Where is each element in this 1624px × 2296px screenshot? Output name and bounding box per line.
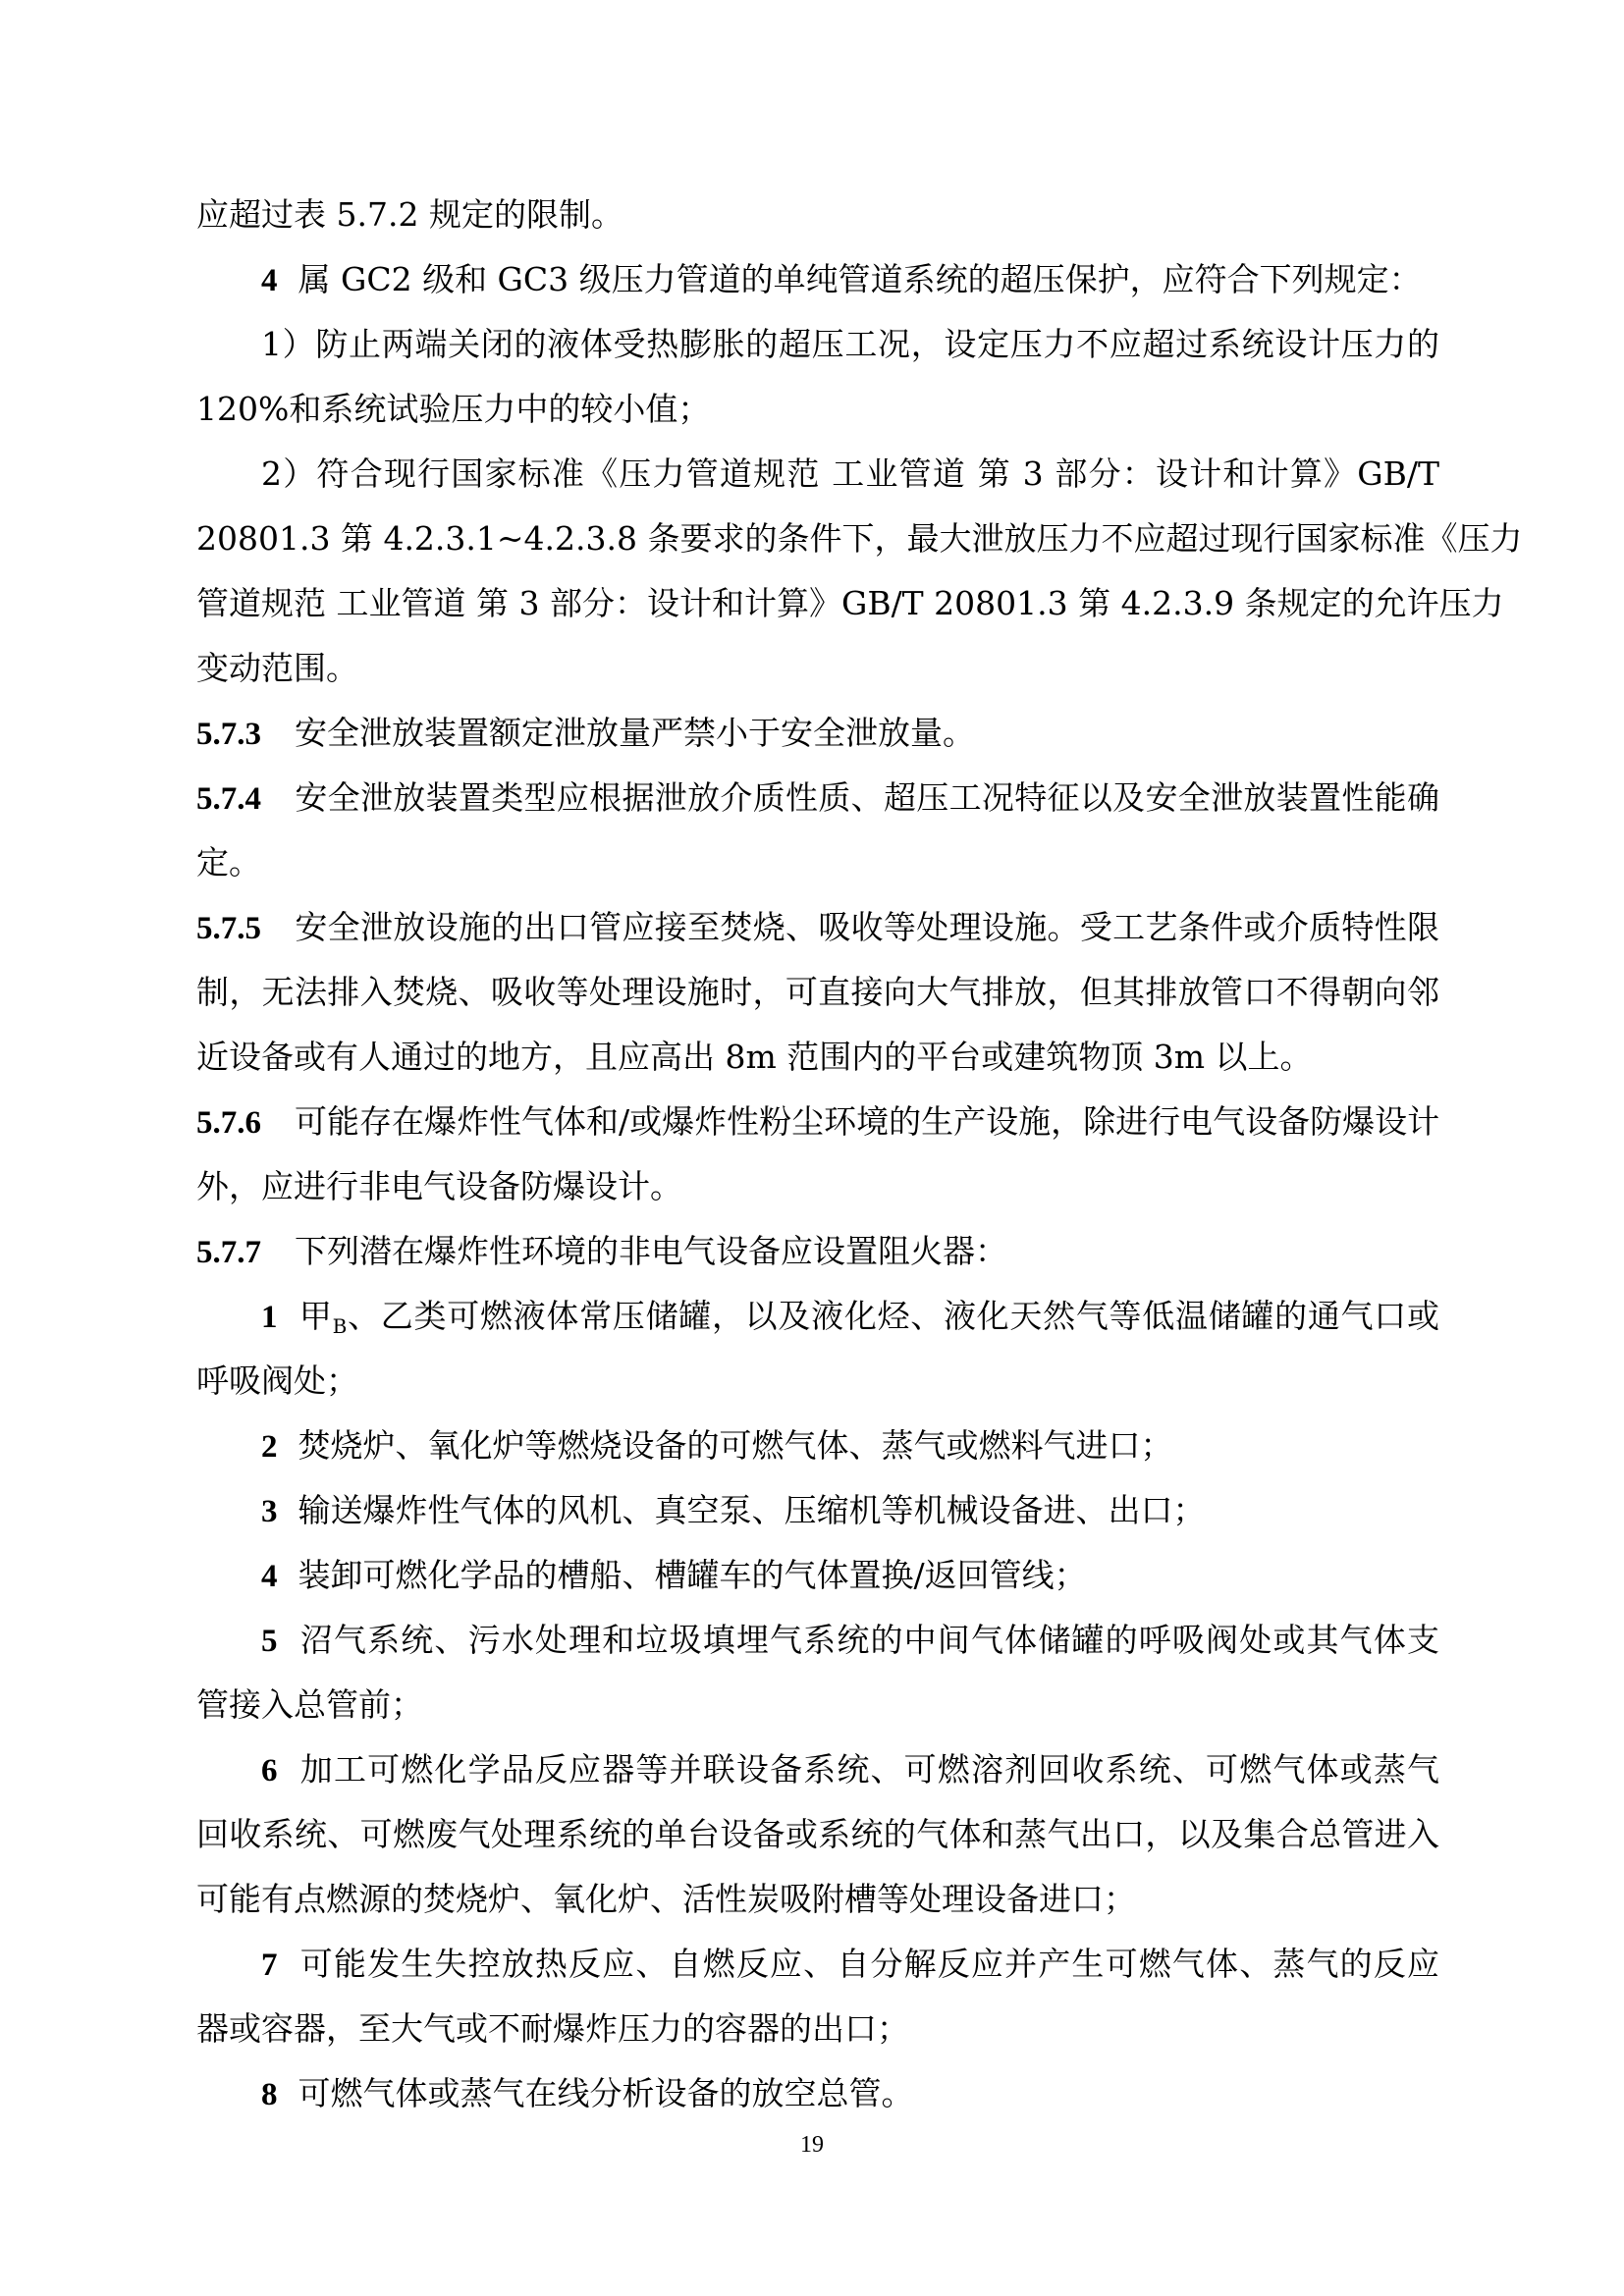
text-line — [196, 830, 1439, 895]
clause-5-7-3 — [196, 701, 1439, 766]
text-run: 可燃气体或蒸气在线分析设备的放空总管。 — [298, 2074, 914, 2112]
text-run: 120%和系统试验压力中的较小值； — [196, 390, 711, 428]
text-run: 下列潜在爆炸性环境的非电气设备应设置阻火器： — [295, 1232, 1007, 1270]
text-line — [196, 960, 1439, 1025]
text-run: 器或容器，至大气或不耐爆炸压力的容器的出口； — [196, 2009, 909, 2048]
list-item — [196, 1543, 1439, 1608]
text-run: 输送爆炸性气体的风机、真空泵、压缩机等机械设备进、出口； — [298, 1491, 1206, 1529]
text-run: 焚烧炉、氧化炉等燃烧设备的可燃气体、蒸气或燃料气进口； — [298, 1426, 1173, 1465]
text-run: 应超过表 5.7.2 规定的限制。 — [196, 195, 623, 234]
text-run: 1）防止两端关闭的液体受热膨胀的超压工况，设定压力不应超过系统设计压力的 — [261, 325, 1439, 363]
text-line — [196, 183, 1439, 247]
text-run: 加工可燃化学品反应器等并联设备系统、可燃溶剂回收系统、可燃气体或蒸气 — [299, 1750, 1439, 1789]
text-line — [196, 571, 1504, 636]
clause-number: 5.7.5 — [196, 911, 261, 946]
text-line — [196, 507, 1523, 571]
text-line — [196, 1025, 1439, 1090]
text-run: 呼吸阀处； — [196, 1362, 358, 1400]
text-line — [196, 312, 1439, 377]
text-line — [196, 1802, 1439, 1867]
text-line — [196, 377, 1439, 442]
text-run: 管接入总管前； — [196, 1685, 423, 1724]
list-item — [196, 1737, 1439, 1802]
item-number: 8 — [261, 2077, 278, 2112]
item-number: 4 — [261, 1559, 278, 1594]
clause-number: 5.7.6 — [196, 1105, 261, 1141]
list-item — [196, 1932, 1439, 1997]
text-run: 安全泄放设施的出口管应接至焚烧、吸收等处理设施。受工艺条件或介质特性限 — [295, 908, 1439, 946]
page-number: 19 — [800, 2132, 824, 2158]
item-number: 3 — [261, 1494, 278, 1529]
text-run: 装卸可燃化学品的槽船、槽罐车的气体置换/返回管线； — [298, 1556, 1087, 1594]
text-run: 安全泄放装置额定泄放量严禁小于安全泄放量。 — [295, 714, 975, 752]
list-item — [196, 1284, 1439, 1349]
text-run: 制，无法排入焚烧、吸收等处理设施时，可直接向大气排放，但其排放管口不得朝向邻 — [196, 973, 1439, 1011]
clause-5-7-4 — [196, 766, 1439, 830]
text-line — [196, 636, 1439, 701]
text-run: 近设备或有人通过的地方，且应高出 8m 范围内的平台或建筑物顶 3m 以上。 — [196, 1038, 1313, 1076]
clause-number: 5.7.3 — [196, 717, 261, 752]
text-run: 可能有点燃源的焚烧炉、氧化炉、活性炭吸附槽等处理设备进口； — [196, 1880, 1136, 1918]
clause-5-7-7 — [196, 1219, 1439, 1284]
clause-5-7-5 — [196, 895, 1439, 960]
page-body — [196, 183, 1523, 2126]
text-run: 可能存在爆炸性气体和/或爆炸性粉尘环境的生产设施，除进行电气设备防爆设计 — [295, 1102, 1440, 1141]
clause-5-7-6 — [196, 1090, 1439, 1154]
item-number: 6 — [261, 1753, 278, 1789]
text-run: 甲 — [298, 1297, 333, 1335]
text-run: 安全泄放装置类型应根据泄放介质性质、超压工况特征以及安全泄放装置性能确 — [295, 778, 1439, 817]
text-run: 2）符合现行国家标准《压力管道规范 工业管道 第 3 部分：设计和计算》GB/T — [261, 454, 1439, 493]
text-line — [196, 1867, 1439, 1932]
subscript: B — [332, 1314, 348, 1338]
item-number: 1 — [261, 1300, 278, 1335]
text-run: 外，应进行非电气设备防爆设计。 — [196, 1167, 682, 1205]
list-item — [196, 1608, 1439, 1673]
text-run: 变动范围。 — [196, 649, 358, 687]
clause-number: 5.7.4 — [196, 781, 261, 817]
text-run: 可能发生失控放热反应、自燃反应、自分解反应并产生可燃气体、蒸气的反应 — [299, 1945, 1439, 1983]
text-line — [196, 1673, 1439, 1737]
clause-number: 5.7.7 — [196, 1235, 261, 1270]
list-item — [196, 1414, 1439, 1478]
item-number: 4 — [261, 263, 278, 298]
item-number: 2 — [261, 1429, 278, 1465]
text-line — [196, 1154, 1439, 1219]
text-run: 20801.3 第 4.2.3.1~4.2.3.8 条要求的条件下，最大泄放压力不应超过现行国家标准《压力 — [196, 519, 1523, 558]
text-run: 、乙类可燃液体常压储罐，以及液化烃、液化天然气等低温储罐的通气口或 — [347, 1297, 1440, 1335]
text-run: 沼气系统、污水处理和垃圾填埋气系统的中间气体储罐的呼吸阀处或其气体支 — [299, 1621, 1439, 1659]
text-run: 定。 — [196, 843, 261, 881]
list-item — [196, 1478, 1439, 1543]
item-number: 7 — [261, 1948, 278, 1983]
text-line — [196, 442, 1439, 507]
text-run: 属 GC2 级和 GC3 级压力管道的单纯管道系统的超压保护，应符合下列规定： — [298, 260, 1422, 298]
text-run: 回收系统、可燃废气处理系统的单台设备或系统的气体和蒸气出口，以及集合总管进入 — [196, 1815, 1439, 1853]
list-item — [196, 247, 1439, 312]
item-number: 5 — [261, 1624, 278, 1659]
text-run: 管道规范 工业管道 第 3 部分：设计和计算》GB/T 20801.3 第 4.2.3.9 条规定的允许压力 — [196, 584, 1504, 622]
text-line — [196, 1997, 1439, 2061]
list-item — [196, 2061, 1439, 2126]
text-line — [196, 1349, 1439, 1414]
